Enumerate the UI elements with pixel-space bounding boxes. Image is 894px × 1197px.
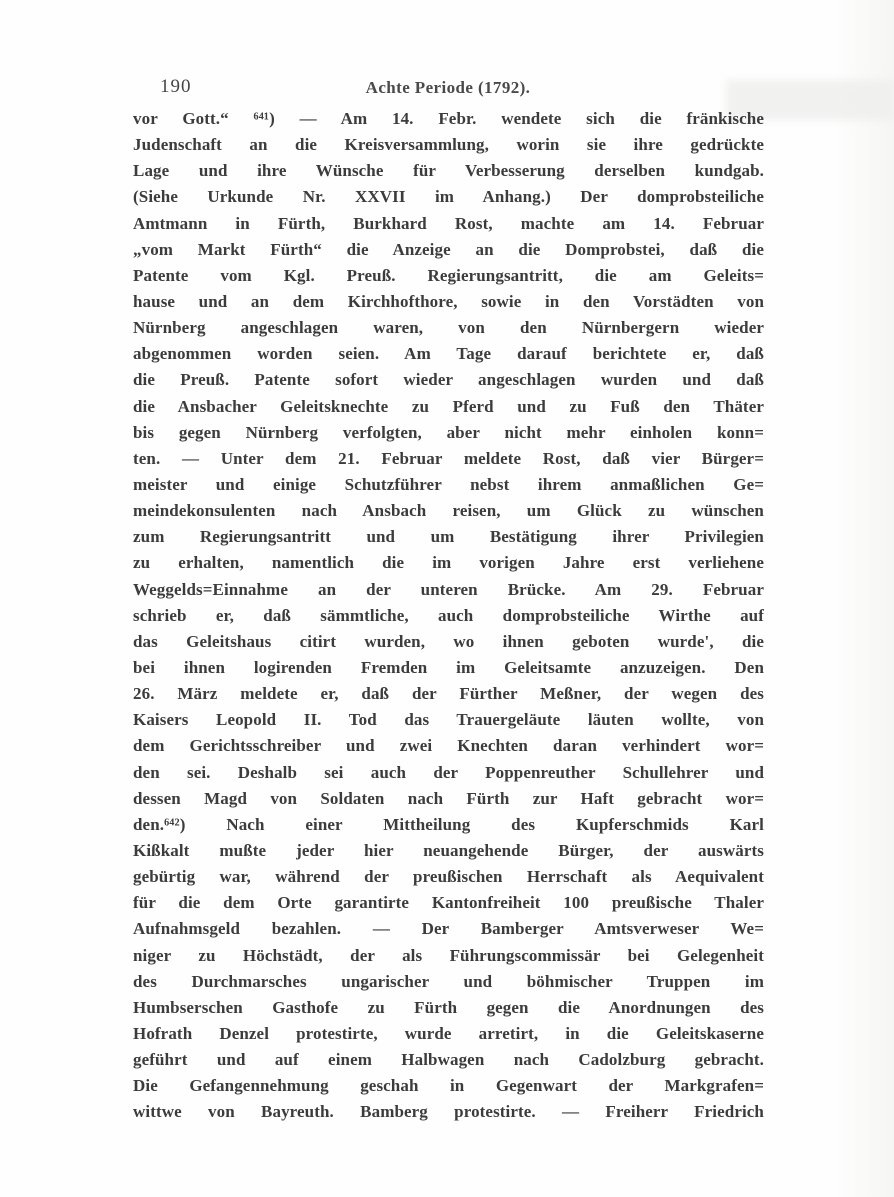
body-text-line: geführt und auf einem Halbwagen nach Cadolzburg gebracht. [133,1050,764,1070]
body-text-line: meister und einige Schutzführer nebst ihrem anmaßlichen Ge= [133,474,764,494]
body-text-line: ten. — Unter dem 21. Februar meldete Rost, daß vier Bürger= [133,448,764,468]
body-text-line: Lage und ihre Wünsche für Verbesserung derselben kundgab. [133,161,764,181]
body-text-line: zum Regierungsantritt und um Bestätigung ihrer Privilegien [133,527,764,547]
body-text-line: wittwe von Bayreuth. Bamberg protestirte. — Freiherr Friedrich [133,1102,764,1122]
body-text-line: Humbserschen Gasthofe zu Fürth gegen die Anordnungen des [133,997,764,1017]
body-text-line: 26. März meldete er, daß der Fürther Meßner, der wegen des [133,684,764,704]
body-text-line: Judenschaft an die Kreisversammlung, worin sie ihre gedrückte [133,135,764,155]
body-text-line: meindekonsulenten nach Ansbach reisen, um Glück zu wünschen [133,501,764,521]
page-number: 190 [160,76,192,97]
body-text-line: Hofrath Denzel protestirte, wurde arretirt, in die Geleitskaserne [133,1023,764,1043]
body-text-line: Nürnberg angeschlagen waren, von den Nürnbergern wieder [133,318,764,338]
body-text-line: vor Gott.“ ⁶⁴¹) — Am 14. Febr. wendete sich die fränkische [133,109,764,128]
scan-edge-shading [834,0,894,1197]
page-header [133,76,763,102]
body-text-line: die Ansbacher Geleitsknechte zu Pferd und zu Fuß den Thäter [133,396,764,416]
body-text-line: abgenommen worden seien. Am Tage darauf berichtete er, daß [133,344,764,364]
body-text-line: bis gegen Nürnberg verfolgten, aber nicht mehr einholen konn= [133,422,764,442]
body-text-line: Die Gefangennehmung geschah in Gegenwart der Markgrafen= [133,1076,764,1096]
body-text-line: bei ihnen logirenden Fremden im Geleitsamte anzuzeigen. Den [133,657,764,677]
body-text-line: hause und an dem Kirchhofthore, sowie in den Vorstädten von [133,291,764,311]
body-text-line: das Geleitshaus citirt wurden, wo ihnen geboten wurde', die [133,631,764,651]
body-text-line: Amtmann in Fürth, Burkhard Rost, machte am 14. Februar [133,213,764,233]
body-text-line: (Siehe Urkunde Nr. XXVII im Anhang.) Der domprobsteiliche [133,187,764,207]
body-text-line: Patente vom Kgl. Preuß. Regierungsantritt, die am Geleits= [133,265,764,285]
body-text-block [133,106,764,1125]
body-text-line: zu erhalten, namentlich die im vorigen Jahre erst verliehene [133,553,764,573]
body-text-line: den sei. Deshalb sei auch der Poppenreuther Schullehrer und [133,762,764,782]
body-text-line: „vom Markt Fürth“ die Anzeige an die Domprobstei, daß die [133,239,764,259]
body-text-line: die Preuß. Patente sofort wieder angeschlagen wurden und daß [133,370,764,390]
running-header-title: Achte Periode (1792). [365,78,531,97]
body-text-line: schrieb er, daß sämmtliche, auch domprobsteiliche Wirthe auf [133,605,764,625]
body-text-line: niger zu Höchstädt, der als Führungscommissär bei Gelegenheit [133,945,764,965]
body-text-line: Aufnahmsgeld bezahlen. — Der Bamberger Amtsverweser We= [133,919,764,939]
body-text-line: dessen Magd von Soldaten nach Fürth zur Haft gebracht wor= [133,788,764,808]
body-text-line: für die dem Orte garantirte Kantonfreiheit 100 preußische Thaler [133,893,764,913]
body-text-line: Kißkalt mußte jeder hier neuangehende Bürger, der auswärts [133,840,764,860]
body-text-line: Weggelds=Einnahme an der unteren Brücke. Am 29. Februar [133,579,764,599]
body-text-line: gebürtig war, während der preußischen Herrschaft als Aequivalent [133,867,764,887]
body-text-line: Kaisers Leopold II. Tod das Trauergeläute läuten wollte, von [133,710,764,730]
body-text-line: den.⁶⁴²) Nach einer Mittheilung des Kupferschmids Karl [133,814,764,834]
body-text-line: dem Gerichtsschreiber und zwei Knechten daran verhindert wor= [133,736,764,756]
body-text-line: des Durchmarsches ungarischer und böhmischer Truppen im [133,971,764,991]
